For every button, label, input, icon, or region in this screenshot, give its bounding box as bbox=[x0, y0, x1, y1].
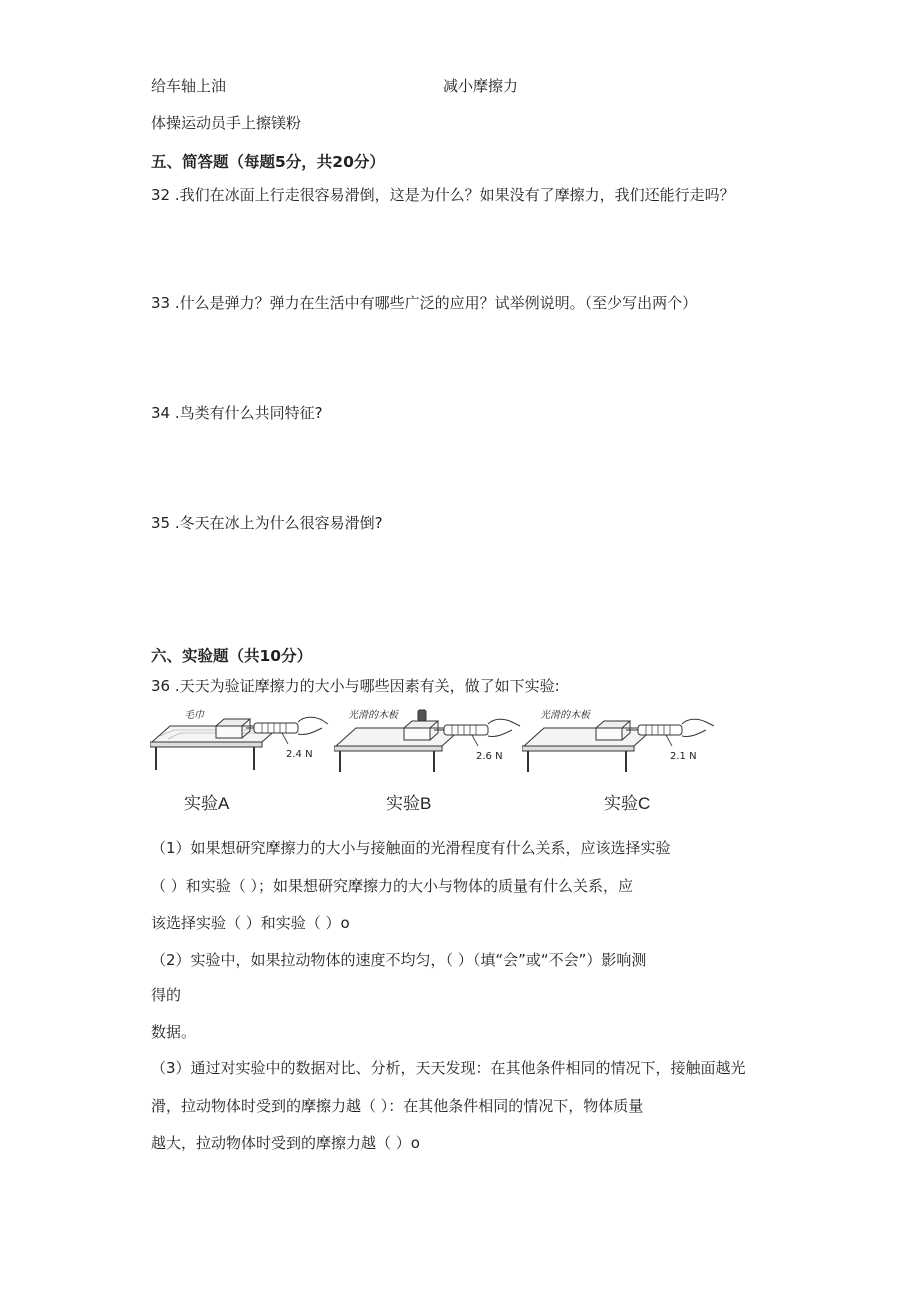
question-36-part-2-line-2: 得的 bbox=[151, 986, 182, 1004]
section-6-heading: 六、实验题（共10分） bbox=[151, 647, 313, 665]
match-item-reduce-friction: 减小摩擦力 bbox=[443, 77, 519, 95]
question-35: 35 .冬天在冰上为什么很容易滑倒? bbox=[151, 514, 383, 532]
section-5-heading: 五、简答题（每题5分，共20分） bbox=[151, 153, 385, 171]
experiment-a-label: 实验A bbox=[184, 794, 230, 813]
question-36-part-2-line-3: 数据。 bbox=[151, 1023, 197, 1041]
match-item-oil-axle: 给车轴上油 bbox=[151, 77, 227, 95]
weight-icon bbox=[418, 710, 426, 721]
question-36-part-3-line-2: 滑，拉动物体时受到的摩擦力越（ ）：在其他条件相同的情况下，物体质量 bbox=[151, 1097, 644, 1115]
experiment-a-figure bbox=[150, 706, 330, 774]
question-36-part-2-line-1: （2）实验中，如果拉动物体的速度不均匀，（ ）（填“会”或“不会”）影响测 bbox=[151, 951, 647, 969]
experiment-c-label: 实验C bbox=[604, 794, 651, 813]
surface-label-b: 光滑的木板 bbox=[348, 710, 398, 721]
question-36-part-3-line-3: 越大，拉动物体时受到的摩擦力越（ ）o bbox=[151, 1134, 420, 1152]
question-36-stem: 36 .天天为验证摩擦力的大小与哪些因素有关，做了如下实验: bbox=[151, 677, 560, 695]
spring-scale-reading-c: 2.1 N bbox=[670, 751, 697, 762]
question-36-part-1-line-1: （1）如果想研究摩擦力的大小与接触面的光滑程度有什么关系，应该选择实验 bbox=[151, 839, 671, 857]
experiment-c-figure bbox=[522, 706, 716, 774]
question-36-part-1-line-3: 该选择实验（ ）和实验（ ）o bbox=[151, 914, 350, 932]
question-32: 32 .我们在冰面上行走很容易滑倒，这是为什么？如果没有了摩擦力，我们还能行走吗？ bbox=[151, 186, 735, 204]
surface-label-a: 毛巾 bbox=[184, 710, 204, 721]
question-36-part-3-line-1: （3）通过对实验中的数据对比、分析，天天发现：在其他条件相同的情况下，接触面越光 bbox=[151, 1059, 746, 1077]
match-item-gymnast-powder: 体操运动员手上擦镁粉 bbox=[151, 114, 302, 132]
experiment-b-label: 实验B bbox=[386, 794, 432, 813]
surface-label-c: 光滑的木板 bbox=[540, 710, 590, 721]
question-34: 34 .鸟类有什么共同特征? bbox=[151, 404, 323, 422]
question-36-part-1-line-2: （ ）和实验（ ）；如果想研究摩擦力的大小与物体的质量有什么关系，应 bbox=[151, 877, 634, 895]
question-33: 33 .什么是弹力？弹力在生活中有哪些广泛的应用？试举例说明。（至少写出两个） bbox=[151, 294, 698, 312]
spring-scale-reading-b: 2.6 N bbox=[476, 751, 503, 762]
spring-scale-reading-a: 2.4 N bbox=[286, 749, 313, 760]
experiment-b-figure bbox=[334, 706, 524, 774]
